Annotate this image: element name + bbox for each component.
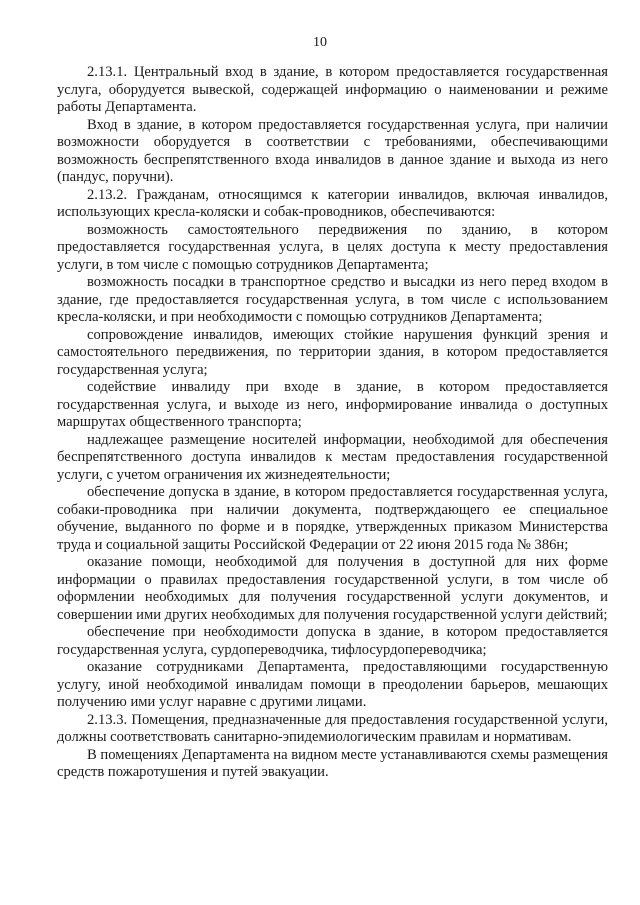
list-item-staff-help: оказание сотрудниками Департамента, предоставляющими государственную услугу, иной необходимой инвалидам помощи в преодолении барьеров, мешающих получению ими услуг наравне с другими лицами. — [57, 659, 608, 710]
paragraph-2-13-2: 2.13.2. Гражданам, относящимся к категории инвалидов, включая инвалидов, использующих кресла-коляски и собак-проводников, обеспечиваются: — [57, 186, 608, 220]
paragraph-evacuation-schemes: В помещениях Департамента на видном месте устанавливаются схемы размещения средств пожаротушения и путей эвакуации. — [57, 746, 608, 780]
list-item-escort: сопровождение инвалидов, имеющих стойкие нарушения функций зрения и самостоятельного передвижения, по территории здания, в котором предоставляется государственная услуга; — [57, 326, 608, 378]
list-item-information-placement: надлежащее размещение носителей информации, необходимой для обеспечения беспрепятственного доступа инвалидов к местам предоставления государственной услуги, с учетом ограничения их жизнедеятельности; — [57, 431, 608, 483]
list-item-guide-dog: обеспечение допуска в здание, в котором предоставляется государственная услуга, собаки-проводника при наличии документа, подтверждающего ее специальное обучение, выданного по форме и в порядке, утвержденных приказом Министерства труда и социальной защиты Российской Федерации от 22 июня 2015 года № 386н; — [57, 484, 608, 553]
list-item-help-information: оказание помощи, необходимой для получения в доступной для них форме информации о правилах предоставления государственной услуги, в том числе об оформлении необходимых для получения государственной услуги документов, и совершении ими других необходимых для получения государственной услуги действий; — [57, 554, 608, 623]
document-body — [57, 64, 608, 782]
list-item-transport: возможность посадки в транспортное средство и высадки из него перед входом в здание, где предоставляется государственная услуга, в том числе с использованием кресла-коляски, и при необходимости с помощью сотрудников Департамента; — [57, 274, 608, 325]
page-number: 10 — [313, 35, 327, 50]
list-item-assistance-entrance: содействие инвалиду при входе в здание, в котором предоставляется государственная услуга, и выходе из него, информирование инвалида о доступных маршрутах общественного транспорта; — [57, 379, 608, 430]
paragraph-2-13-3: 2.13.3. Помещения, предназначенные для предоставления государственной услуги, должны соответствовать санитарно-эпидемиологическим правилам и нормативам. — [57, 711, 608, 745]
paragraph-2-13-1: 2.13.1. Центральный вход в здание, в котором предоставляется государственная услуга, оборудуется вывеской, содержащей информацию о наименовании и режиме работы Департамента. — [57, 64, 608, 115]
list-item-sign-interpreter: обеспечение при необходимости допуска в здание, в котором предоставляется государственная услуга, сурдопереводчика, тифлосурдопереводчика; — [57, 624, 608, 658]
list-item-movement: возможность самостоятельного передвижения по зданию, в котором предоставляется государственная услуга, в целях доступа к месту предоставления услуги, в том числе с помощью сотрудников Департамента; — [57, 221, 608, 273]
paragraph-entrance-access: Вход в здание, в котором предоставляется государственная услуга, при наличии возможности оборудуется в соответствии с требованиями, обеспечивающими возможность беспрепятственного входа инвалидов в данное здание и выхода из него (пандус, поручни). — [57, 116, 608, 185]
